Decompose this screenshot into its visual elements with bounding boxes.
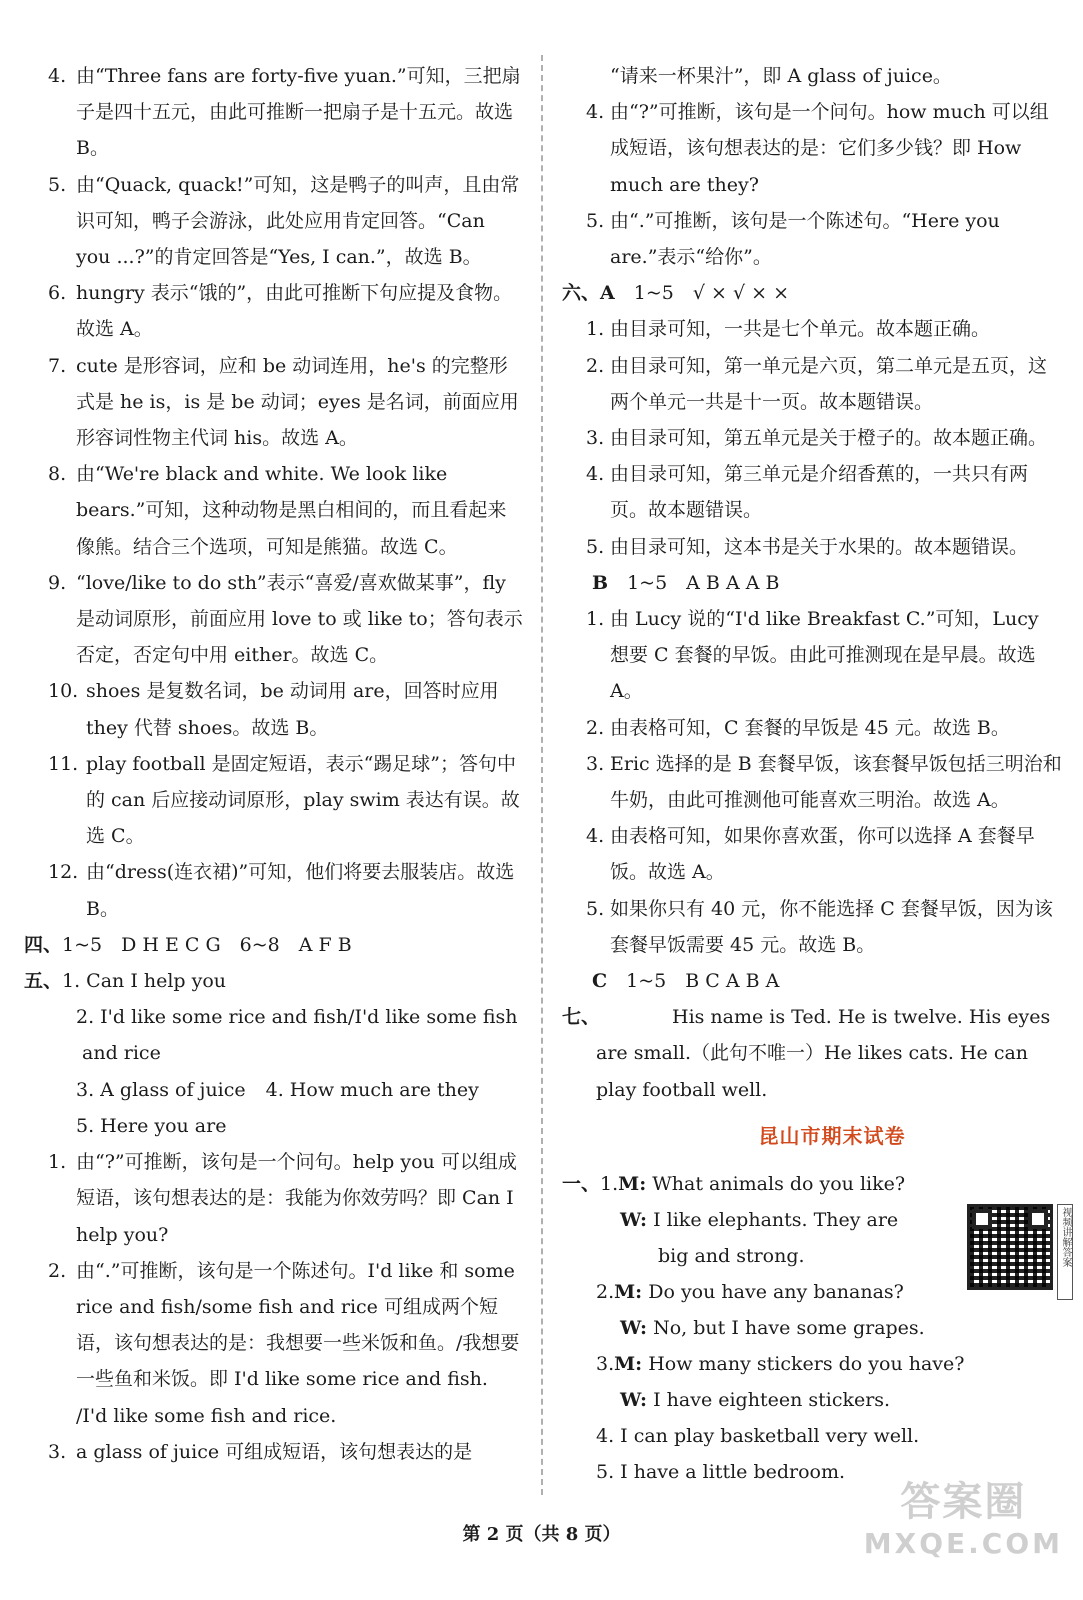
section-5-explanation-1: 1. 由“?”可推断，该句是一个问句。help you 可以组成短语，该句想表达的是：我能为你效劳吗？即 Can I help you? xyxy=(48,1151,517,1246)
section-6a-item: 5. 由目录可知，这本书是关于水果的。故本题错误。 xyxy=(586,535,1029,558)
section-6b-item: 4. 由表格可知，如果你喜欢蛋，你可以选择 A 套餐早饭。故选 A。 xyxy=(586,825,1035,884)
section-5-answer-2: 2. I'd like some rice and fish/I'd like some fish xyxy=(76,1006,518,1029)
dialogue-2-w: W: No, but I have some grapes. xyxy=(620,1316,925,1339)
section-6b-header: B 1~5 A B A A B xyxy=(592,571,780,594)
qr-code-block xyxy=(967,1204,1077,1300)
section-4: 四、1~5 D H E C G 6~8 A F B xyxy=(24,933,352,956)
listening-item-4: 4. I can play basketball very well. xyxy=(596,1424,920,1447)
section-6b-item: 1. 由 Lucy 说的“I'd like Breakfast C.”可知，Lucy 想要 C 套餐的早饭。由此可推测现在是早晨。故选 A。 xyxy=(586,608,1039,703)
watermark-text-en: MXQE.COM xyxy=(863,1527,1063,1560)
answer-item-12: 12. 由“dress(连衣裙)”可知，他们将要去服装店。故选 B。 xyxy=(48,861,515,920)
section-5-explanation-3-cont: “请来一杯果汁”，即 A glass of juice。 xyxy=(610,65,952,87)
section-6a-item: 1. 由目录可知，一共是七个单元。故本题正确。 xyxy=(586,318,991,341)
answer-item-5: 5. 由“Quack, quack!”可知，这是鸭子的叫声，且由常识可知，鸭子会游泳，此处应用肯定回答。“Can you ...?”的肯定回答是“Yes, I can.”，故选 B。 xyxy=(48,173,520,269)
page-footer: 第 2 页（共 8 页） xyxy=(462,1524,621,1545)
left-column xyxy=(24,58,524,1470)
section-6-header: 六、A 1~5 √ × √ × × xyxy=(562,282,789,305)
section-5-explanation-4: 4. 由“?”可推断，该句是一个问句。how much 可以组成短语，该句想表达的是：它们多少钱？即 How much are they? xyxy=(586,101,1049,196)
qr-code-icon xyxy=(967,1204,1053,1290)
section-6c-header: C 1~5 B C A B A xyxy=(592,970,780,993)
section-7: 七、 His name is Ted. He is twelve. His eyes are small.（此句不唯一）He likes cats. He can play football well. xyxy=(562,1006,1051,1101)
dialogue-2-m: 2.M: Do you have any bananas? xyxy=(596,1280,904,1303)
section-6b-item: 5. 如果你只有 40 元，你不能选择 C 套餐早饭，因为该套餐早饭需要 45 元。故选 B。 xyxy=(586,897,1053,956)
answer-item-11: 11. play football 是固定短语，表示“踢足球”；答句中的 can 后应接动词原形，play swim 表达有误。故选 C。 xyxy=(48,752,520,848)
section-5-explanation-5: 5. 由“.”可推断，该句是一个陈述句。“Here you are.”表示“给你”。 xyxy=(586,209,1000,269)
section-6a-item: 2. 由目录可知，第一单元是六页，第二单元是五页，这两个单元一共是十一页。故本题错误。 xyxy=(586,354,1048,413)
dialogue-1-w: W: I like elephants. They are xyxy=(620,1208,899,1231)
answer-item-4: 4. 由“Three fans are forty-five yuan.”可知，三把扇子是四十五元，由此可推断一把扇子是十五元。故选 B。 xyxy=(48,65,521,160)
dialogue-3-m: 3.M: How many stickers do you have? xyxy=(596,1352,965,1375)
dialogue-1-m: 一、1.M: What animals do you like? xyxy=(562,1172,906,1195)
dialogue-1-w-cont: big and strong. xyxy=(658,1244,805,1267)
column-divider xyxy=(541,55,543,1495)
watermark-text-cn: 答案圈 xyxy=(900,1479,1027,1525)
section-6a-item: 3. 由目录可知，第五单元是关于橙子的。故本题正确。 xyxy=(586,427,1048,450)
qr-label: 视频讲解答案 xyxy=(1057,1204,1073,1300)
section-5-explanation-3: 3. a glass of juice 可组成短语，该句想表达的是 xyxy=(48,1440,473,1463)
exam-title: 昆山市期末试卷 xyxy=(758,1123,906,1148)
listening-item-5: 5. I have a little bedroom. xyxy=(596,1460,846,1483)
section-5-explanation-2: 2. 由“.”可推断，该句是一个陈述句。I'd like 和 some rice and fish/some fish and rice 可组成两个短语，该句想表达的是：我想要一些米饭和鱼。/我想要一些鱼和米饭。即 I'd like some rice and fish. /I'd like some fish and rice. xyxy=(48,1259,520,1427)
answer-item-7: 7. cute 是形容词，应和 be 动词连用，he's 的完整形式是 he is，is 是 be 动词；eyes 是名词，前面应用形容词性物主代词 his。故选 A。 xyxy=(48,354,519,450)
section-5-answer-2-cont: and rice xyxy=(82,1042,161,1065)
section-6b-item: 2. 由表格可知，C 套餐的早饭是 45 元。故选 B。 xyxy=(586,716,1010,739)
dialogue-3-w: W: I have eighteen stickers. xyxy=(620,1388,891,1411)
section-5-answer-3-4: 3. A glass of juice 4. How much are they xyxy=(76,1078,479,1101)
answer-item-9: 9. “love/like to do sth”表示“喜爱/喜欢做某事”，fly 是动词原形，前面应用 love to 或 like to；答句表示否定，否定句中用 either。故选 C。 xyxy=(48,571,523,667)
section-5-answer-5: 5. Here you are xyxy=(76,1114,227,1137)
watermark-logo xyxy=(864,1470,1063,1560)
section-6a-item: 4. 由目录可知，第三单元是介绍香蕉的，一共只有两页。故本题错误。 xyxy=(586,463,1029,522)
answer-item-6: 6. hungry 表示“饿的”，由此可推断下句应提及食物。故选 A。 xyxy=(48,282,513,341)
answer-item-8: 8. 由“We're black and white. We look like bears.”可知，这种动物是黑白相间的，而且看起来像熊。结合三个选项，可知是熊猫。故选 C。 xyxy=(48,463,507,558)
answer-item-10: 10. shoes 是复数名词，be 动词用 are，回答时应用 they 代替 shoes。故选 B。 xyxy=(48,680,499,739)
section-5-header: 五、1. Can I help you xyxy=(24,970,227,993)
section-6b-item: 3. Eric 选择的是 B 套餐早饭，该套餐早饭包括三明治和牛奶，由此可推测他可能喜欢三明治。故选 A。 xyxy=(586,752,1062,812)
